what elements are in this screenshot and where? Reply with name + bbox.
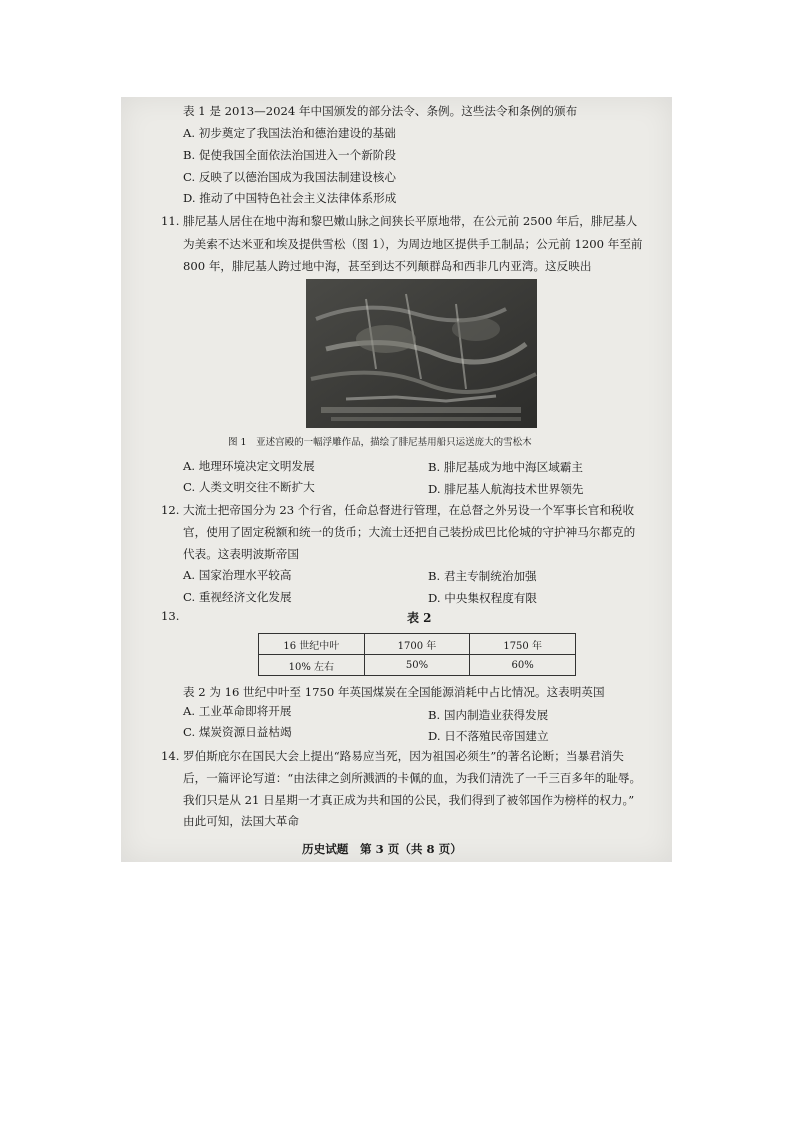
q11-line-1: 腓尼基人居住在地中海和黎巴嫩山脉之间狭长平原地带，在公元前 2500 年后，腓尼基人 bbox=[183, 214, 638, 228]
q13-option-b: B. 国内制造业获得发展 bbox=[428, 708, 549, 722]
intro-option-a: A. 初步奠定了我国法治和德治建设的基础 bbox=[183, 126, 396, 140]
q13-number: 13. bbox=[161, 609, 180, 623]
q11-option-c: C. 人类文明交往不断扩大 bbox=[183, 480, 315, 494]
q12-line-3: 代表。这表明波斯帝国 bbox=[183, 547, 299, 561]
table-cell: 10% 左右 bbox=[259, 655, 365, 676]
q14-line-2: 后，一篇评论写道：“由法律之剑所溅洒的卡佩的血，为我们清洗了一千三百多年的耻辱。 bbox=[183, 771, 642, 785]
intro-option-b: B. 促使我国全面依法治国进入一个新阶段 bbox=[183, 148, 396, 162]
q11-line-3: 800 年，腓尼基人跨过地中海，甚至到达不列颠群岛和西非几内亚湾。这反映出 bbox=[183, 259, 592, 273]
q11-option-b: B. 腓尼基成为地中海区域霸主 bbox=[428, 460, 584, 474]
q12-option-c: C. 重视经济文化发展 bbox=[183, 590, 292, 604]
q12-line-1: 大流士把帝国分为 23 个行省，任命总督进行管理，在总督之外另设一个军事长官和税收 bbox=[183, 503, 635, 517]
q12-number: 12. bbox=[161, 503, 180, 517]
q13-option-a: A. 工业革命即将开展 bbox=[183, 704, 292, 718]
coal-share-table bbox=[258, 633, 576, 676]
intro-option-c: C. 反映了以德治国成为我国法制建设核心 bbox=[183, 170, 396, 184]
q14-number: 14. bbox=[161, 749, 180, 763]
table-header-row bbox=[259, 634, 576, 655]
q12-option-d: D. 中央集权程度有限 bbox=[428, 591, 538, 605]
intro-option-d: D. 推动了中国特色社会主义法律体系形成 bbox=[183, 191, 397, 205]
q14-line-1: 罗伯斯庇尔在国民大会上提出“路易应当死，因为祖国必须生”的著名论断；当暴君消失 bbox=[183, 749, 624, 763]
q11-number: 11. bbox=[161, 214, 180, 228]
intro-stem: 表 1 是 2013—2024 年中国颁发的部分法令、条例。这些法令和条例的颁布 bbox=[183, 104, 578, 118]
table-cell: 50% bbox=[364, 655, 470, 676]
exam-page bbox=[121, 97, 672, 862]
q11-line-2: 为美索不达米亚和埃及提供雪松（图 1），为周边地区提供手工制品；公元前 1200 年至前 bbox=[183, 237, 643, 251]
q13-option-d: D. 日不落殖民帝国建立 bbox=[428, 729, 549, 743]
relief-image bbox=[306, 279, 537, 428]
table-row bbox=[259, 655, 576, 676]
table-title: 表 2 bbox=[407, 611, 432, 625]
q13-stem: 表 2 为 16 世纪中叶至 1750 年英国煤炭在全国能源消耗中占比情况。这表明英国 bbox=[183, 685, 605, 699]
q11-option-a: A. 地理环境决定文明发展 bbox=[183, 459, 315, 473]
table-cell: 60% bbox=[470, 655, 576, 676]
table-cell: 16 世纪中叶 bbox=[259, 634, 365, 655]
table-cell: 1700 年 bbox=[364, 634, 470, 655]
q14-line-3: 我们只是从 21 日星期一才真正成为共和国的公民，我们得到了被邻国作为榜样的权力。” bbox=[183, 793, 635, 807]
relief-photo bbox=[306, 279, 537, 428]
q12-option-a: A. 国家治理水平较高 bbox=[183, 568, 292, 582]
q12-line-2: 官，使用了固定税额和统一的货币；大流士还把自己装扮成巴比伦城的守护神马尔都克的 bbox=[183, 525, 636, 539]
page-footer: 历史试题 第 3 页（共 8 页） bbox=[302, 842, 462, 856]
q13-option-c: C. 煤炭资源日益枯竭 bbox=[183, 725, 292, 739]
table-cell: 1750 年 bbox=[470, 634, 576, 655]
figure-caption: 图 1 亚述宫殿的一幅浮雕作品，描绘了腓尼基用船只运送庞大的雪松木 bbox=[228, 437, 532, 448]
q12-option-b: B. 君主专制统治加强 bbox=[428, 569, 537, 583]
q11-option-d: D. 腓尼基人航海技术世界领先 bbox=[428, 482, 584, 496]
q14-line-4: 由此可知，法国大革命 bbox=[183, 814, 299, 828]
